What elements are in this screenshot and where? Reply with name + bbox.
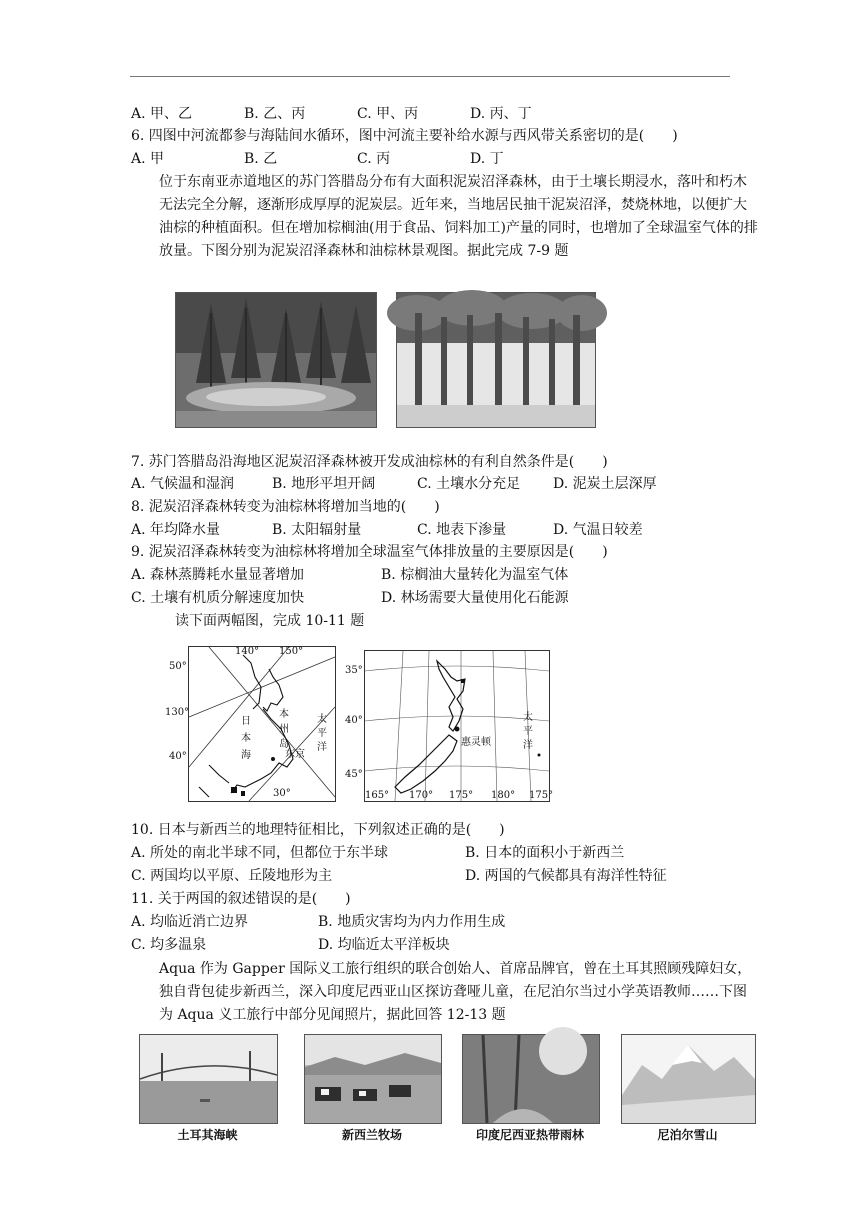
q10-option-c: C. 两国均以平原、丘陵地形为主	[131, 868, 333, 884]
nz-lat-45-label: 45°	[345, 769, 363, 780]
indonesia-rainforest-photo	[462, 1034, 600, 1124]
nz-lon-175w-label: 175°	[529, 790, 554, 801]
nepal-snow-mountain-photo	[621, 1034, 756, 1124]
nz-lon-175-label: 175°	[449, 790, 474, 801]
q9-stem: 9. 泥炭沼泽森林转变为油棕林将增加全球温室气体排放量的主要原因是( )	[131, 544, 608, 560]
indonesia-rainforest-image	[463, 1035, 599, 1123]
japan-lon-140-label: 140°	[235, 646, 260, 657]
q11-stem: 11. 关于两国的叙述错误的是( )	[131, 891, 351, 907]
japan-map-drawing	[189, 647, 335, 801]
new-zealand-map-drawing	[365, 651, 549, 801]
q8-stem: 8. 泥炭沼泽森林转变为油棕林将增加当地的( )	[131, 499, 440, 515]
q10-option-b: B. 日本的面积小于新西兰	[465, 845, 625, 861]
q5-option-b: B. 乙、丙	[244, 106, 306, 122]
peat-swamp-forest-photo	[175, 292, 377, 428]
q5-option-d: D. 丙、丁	[470, 106, 532, 122]
nz-lon-180-label: 180°	[491, 790, 516, 801]
q8-option-c: C. 地表下渗量	[417, 522, 507, 538]
oil-palm-forest-image	[397, 293, 595, 427]
caption-turkish-strait: 土耳其海峡	[177, 1128, 238, 1142]
caption-nz-pasture: 新西兰牧场	[341, 1128, 402, 1142]
peat-swamp-forest-image	[176, 293, 376, 427]
wellington-label: 惠灵顿	[461, 737, 491, 748]
pacific-ocean-label-nz: 太平洋	[523, 712, 533, 751]
japan-lat-40-label: 40°	[169, 751, 187, 762]
q10-option-d: D. 两国的气候都具有海洋性特征	[465, 868, 667, 884]
q10-option-a: A. 所处的南北半球不同，但都位于东半球	[131, 845, 389, 861]
nz-lat-40-label: 40°	[345, 715, 363, 726]
q11-option-a: A. 均临近消亡边界	[131, 914, 249, 930]
pacific-ocean-label-japan: 太平洋	[317, 714, 327, 753]
turkish-strait-image	[140, 1035, 277, 1123]
japan-map	[165, 646, 336, 802]
q9-option-b: B. 棕榈油大量转化为温室气体	[381, 567, 569, 583]
nz-pasture-photo	[304, 1034, 442, 1124]
nz-lat-35-label: 35°	[345, 665, 363, 676]
q7-option-a: A. 气候温和湿润	[131, 476, 235, 492]
q6-option-a: A. 甲	[131, 151, 165, 167]
sea-of-japan-label: 日本海	[241, 716, 251, 761]
q9-option-a: A. 森林蒸腾耗水量显著增加	[131, 567, 305, 583]
q8-option-b: B. 太阳辐射量	[272, 522, 362, 538]
q8-option-d: D. 气温日较差	[553, 522, 643, 538]
caption-nepal-snow-mountain: 尼泊尔雪山	[657, 1128, 718, 1142]
q9-option-c: C. 土壤有机质分解速度加快	[131, 590, 305, 606]
header-rule	[130, 76, 730, 77]
oil-palm-forest-photo	[396, 292, 596, 428]
nz-lon-170-label: 170°	[409, 790, 434, 801]
honshu-label: 本州岛	[279, 709, 289, 750]
q11-option-c: C. 均多温泉	[131, 937, 207, 953]
japan-lat-50-label: 50°	[169, 661, 187, 672]
q7-option-b: B. 地形平坦开阔	[272, 476, 376, 492]
nz-lon-165-label: 165°	[365, 790, 390, 801]
q7-option-d: D. 泥炭土层深厚	[553, 476, 657, 492]
japan-lat-30-label: 30°	[273, 788, 291, 799]
q7-stem: 7. 苏门答腊岛沿海地区泥炭沼泽森林被开发成油棕林的有利自然条件是( )	[131, 454, 608, 470]
nz-pasture-image	[305, 1035, 441, 1123]
turkish-strait-photo	[139, 1034, 278, 1124]
q11-option-b: B. 地质灾害均为内力作用生成	[318, 914, 506, 930]
passage-peat-forest: 位于东南亚赤道地区的苏门答腊岛分布有大面积泥炭沼泽森林，由于土壤长期浸水，落叶和朽木无法完全分解，逐渐形成厚厚的泥炭层。近年来，当地居民抽干泥炭沼泽，焚烧林地，以便扩大油棕的种植面积。但在增加棕榈油(用于食品、饲料加工)产量的同时，也增加了全球温室气体的排放量。下图分别为泥炭沼泽森林和油棕林景观图。据此完成 7-9 题	[159, 174, 758, 259]
q9-option-d: D. 林场需要大量使用化石能源	[381, 590, 569, 606]
q6-option-c: C. 丙	[357, 151, 391, 167]
q5-option-c: C. 甲、丙	[357, 106, 419, 122]
q8-option-a: A. 年均降水量	[131, 522, 221, 538]
nepal-snow-mountain-image	[622, 1035, 755, 1123]
q6-option-b: B. 乙	[244, 151, 278, 167]
q7-option-c: C. 土壤水分充足	[417, 476, 521, 492]
q6-option-d: D. 丁	[470, 151, 504, 167]
japan-lon-150-label: 150°	[279, 646, 304, 657]
new-zealand-map	[345, 650, 554, 802]
q5-option-a: A. 甲、乙	[131, 106, 193, 122]
q11-option-d: D. 均临近太平洋板块	[318, 937, 450, 953]
intro-10-11: 读下面两幅图，完成 10-11 题	[175, 613, 365, 629]
passage-aqua: Aqua 作为 Gapper 国际义工旅行组织的联合创始人、首席品牌官，曾在土耳其照顾残障妇女，独自背包徒步新西兰，深入印度尼西亚山区探访聋哑儿童，在尼泊尔当过小学英语教师……下图为 Aqua 义工旅行中部分见闻照片，据此回答 12-13 题	[159, 961, 752, 1023]
q10-stem: 10. 日本与新西兰的地理特征相比，下列叙述正确的是( )	[131, 822, 505, 838]
caption-indonesia-rainforest: 印度尼西亚热带雨林	[475, 1128, 584, 1142]
q6-stem: 6. 四图中河流都参与海陆间水循环，图中河流主要补给水源与西风带关系密切的是( )	[131, 128, 678, 144]
japan-130-label: 130°	[165, 707, 190, 718]
tokyo-label: 东京	[285, 749, 305, 760]
